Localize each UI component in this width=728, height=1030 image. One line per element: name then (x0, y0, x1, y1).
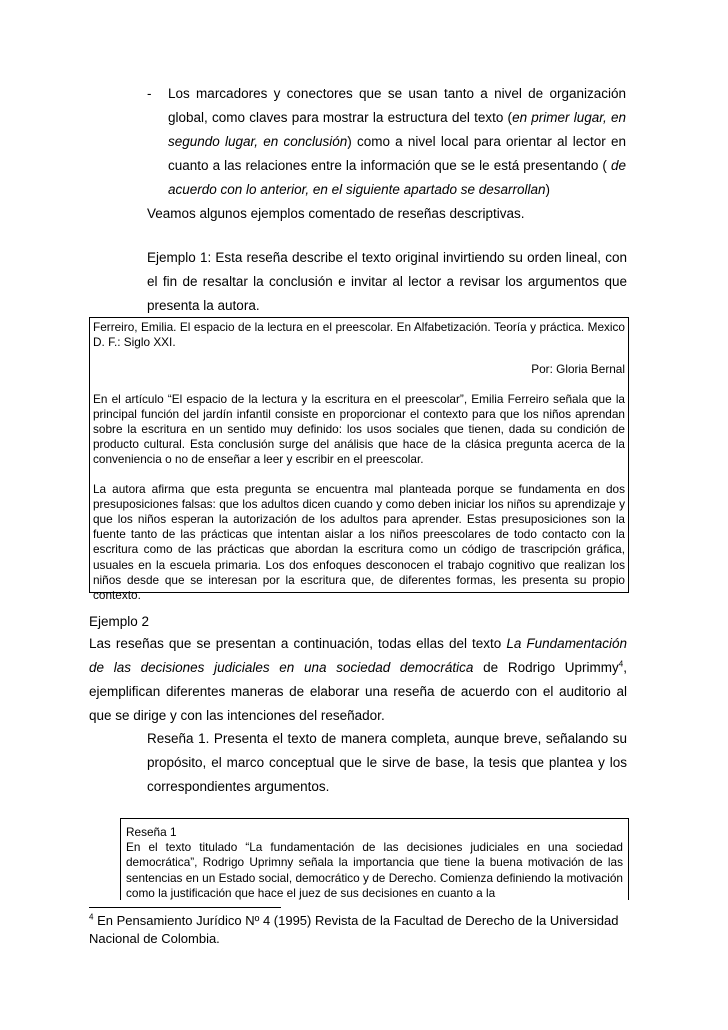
list-dash: - (147, 86, 152, 101)
example2-paragraph (89, 632, 627, 728)
intro-line: Veamos algunos ejemplos comentado de reseñas descriptivas. (147, 206, 525, 221)
review-author: Por: Gloria Bernal (531, 362, 625, 377)
box1-paragraph-1: En el artículo “El espacio de la lectura y la escritura en el preescolar”, Emilia Ferreiro señala que la principal función del jardín infantil consiste en proporcionar el contexto para que los niños aprendan sobre la escritura en un sentido muy definido: los usos sociales que tienen, dada su condición de producto cultural. Esta conclusión surge del análisis que hace de la clásica pregunta acerca de la conveniencia o no de enseñar a leer y escribir en el preescolar. (93, 391, 625, 467)
list-text-2: ) como a nivel local para orientar al lector en cuanto a las relaciones entre la información que se le está presentando ( (168, 134, 626, 173)
box2-text: En el texto titulado “La fundamentación de las decisiones judiciales en una sociedad democrática”, Rodrigo Uprimny señala la importancia que tiene la buena motivación de las sentencias en un Estado social, democrático y de Derecho. Comienza definiendo la motivación como la justificación que hace el juez de sus decisiones en cuanto a la (126, 840, 623, 900)
footnote-ref: 4 (618, 659, 624, 669)
footnote-separator (89, 907, 281, 908)
box1-paragraph-2: La autora afirma que esta pregunta se encuentra mal planteada porque se fundamenta en dos presuposiciones falsas: que los adultos dicen cuando y como deben iniciar los niños su aprendizaje y que los niños esperan la autorización de los adultos para aprender. Estas presuposiciones son la fuente tanto de las prácticas que intentan aislar a los niños preescolares de todo contacto con la escritura como de las prácticas que abordan la escritura como un código de trascripción gráfica, usuales en la escuela primaria. Los dos enfoques desconocen el trabajo cognitivo que realizan los niños desde que se interesan por la escritura que, de diferentes formas, les presenta su propio contexto. (93, 481, 625, 603)
list-text-3: ) (545, 182, 550, 197)
list-italic-2: de acuerdo con lo anterior, en el siguiente apartado se desarrollan (168, 158, 626, 197)
example2-text-1: Las reseñas que se presentan a continuación, todas ellas del texto (89, 636, 507, 651)
list-item-marcadores (168, 82, 626, 202)
footnote (89, 912, 629, 948)
example2-heading: Ejemplo 2 (89, 614, 150, 629)
list-italic-1: en primer lugar, en segundo lugar, en conclusión (168, 110, 627, 149)
box2-title: Reseña 1 (126, 825, 177, 839)
resena1-paragraph: Reseña 1. Presenta el texto de manera completa, aunque breve, señalando su propósito, el marco conceptual que le sirve de base, la tesis que plantea y los correspondientes argumentos. (147, 731, 627, 794)
footnote-number: 4 (89, 912, 94, 922)
footnote-text: En Pensamiento Jurídico Nº 4 (1995) Revista de la Facultad de Derecho de la Universidad Nacional de Colombia. (89, 913, 619, 946)
review-box-2 (120, 818, 629, 900)
example2-text-2: de Rodrigo Uprimmy (473, 660, 619, 675)
review-box-1 (89, 317, 629, 603)
example2-text-3: , ejemplifican diferentes maneras de elaborar una reseña de acuerdo con el auditorio al que se dirige y con las intenciones del reseñador. (89, 660, 627, 723)
example1-paragraph: Ejemplo 1: Esta reseña describe el texto original invirtiendo su orden lineal, con el fin de resaltar la conclusión e invitar al lector a revisar los argumentos que presenta la autora. (147, 250, 627, 313)
citation: Ferreiro, Emilia. El espacio de la lectura en el preescolar. En Alfabetización. Teoría y práctica. Mexico D. F.: Siglo XXI. (93, 320, 625, 350)
list-text-1: Los marcadores y conectores que se usan tanto a nivel de organización global, como claves para mostrar la estructura del texto ( (168, 86, 626, 125)
example2-title-italic: La Fundamentación de las decisiones judiciales en una sociedad democrática (89, 636, 627, 675)
